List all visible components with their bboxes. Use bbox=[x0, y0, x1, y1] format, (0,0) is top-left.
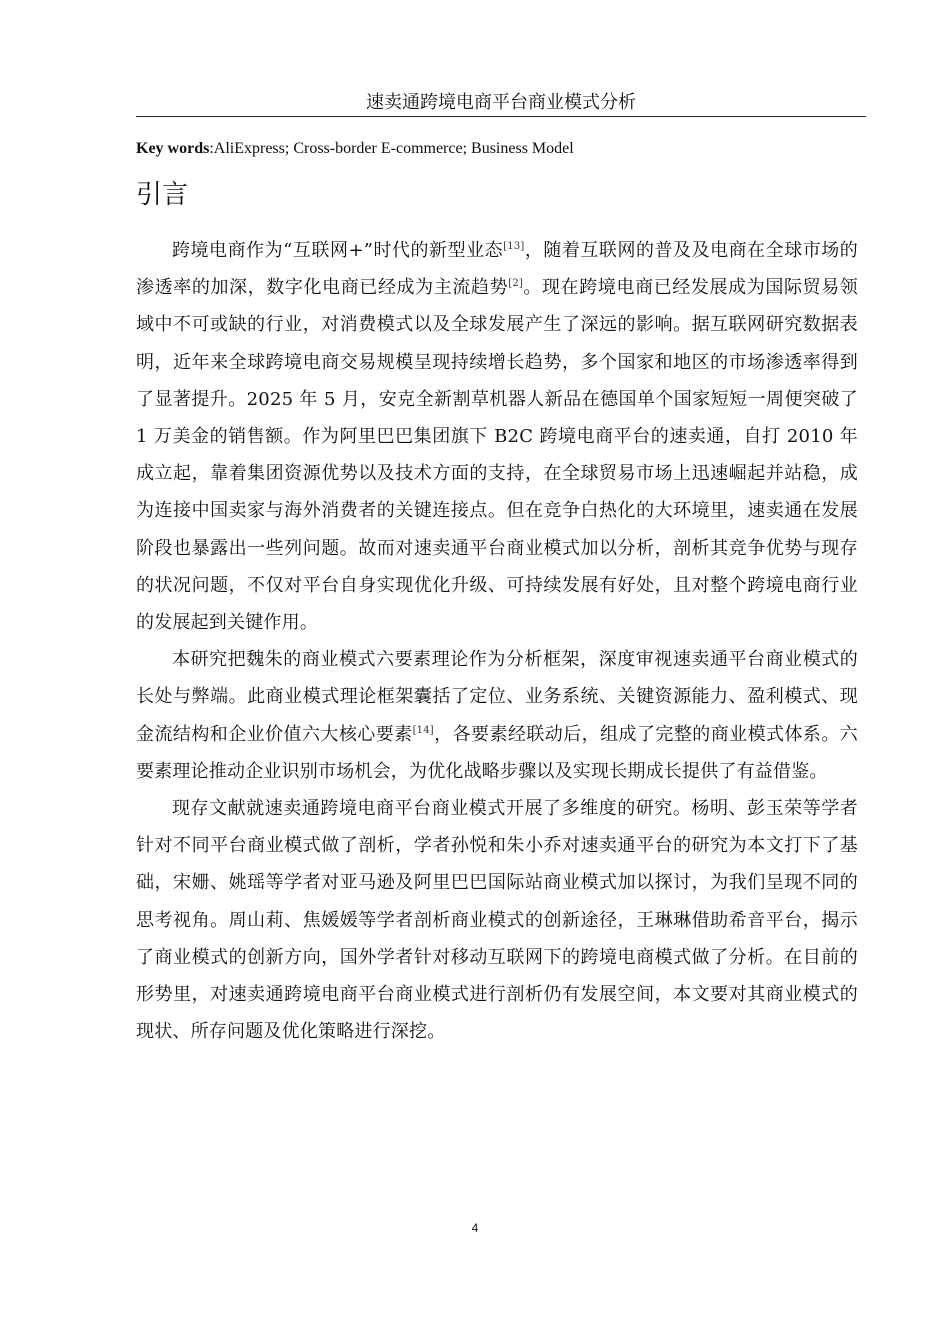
citation-ref: [2] bbox=[508, 278, 523, 290]
paragraph-2 bbox=[136, 641, 858, 790]
paragraph-text: ，各要素经联动后，组成了完整的商业模式体系。六要素理论推动企业识别市场机会，为优化战略步骤以及实现长期成长提供了有益借鉴。 bbox=[136, 723, 858, 782]
body-text bbox=[136, 232, 858, 1050]
keywords-line bbox=[136, 138, 866, 160]
page-number: 4 bbox=[471, 1221, 479, 1235]
paragraph-3 bbox=[136, 790, 858, 1050]
section-heading: 引言 bbox=[136, 180, 189, 210]
citation-ref: [13] bbox=[503, 241, 525, 252]
paragraph-text: 跨境电商作为“互联网+”时代的新型业态 bbox=[172, 240, 504, 261]
keywords-text: :AliExpress; Cross-border E-commerce; Business Model bbox=[209, 140, 574, 157]
paragraph-1 bbox=[136, 232, 858, 641]
keywords-label: Key words bbox=[136, 140, 210, 157]
paragraph-text: ，随着互联网的普及及电商在全球市场的渗透率的加深，数字化电商已经成为主流趋势 bbox=[136, 240, 858, 299]
header-rule bbox=[136, 116, 866, 117]
paragraph-text: 本研究把魏朱的商业模式六要素理论作为分析框架，深度审视速卖通平台商业模式的长处与弊端。此商业模式理论框架囊括了定位、业务系统、关键资源能力、盈利模式、现金流结构和企业价值六大核心要素 bbox=[136, 649, 858, 745]
paragraph-text: 。现在跨境电商已经发展成为国际贸易领域中不可或缺的行业，对消费模式以及全球发展产生了深远的影响。据互联网研究数据表明，近年来全球跨境电商交易规模呈现持续增长趋势，多个国家和地区的市场渗透率得到了显著提升。2025 年 5 月，安克全新割草机器人新品在德国单个国家短短一周便突破了 1 万美金的销售额。作为阿里巴巴集团旗下 B2C 跨境电商平台的速卖通，自打 2010 年成立起，靠着集团资源优势以及技术方面的支持，在全球贸易市场上迅速崛起并站稳，成为连接中国卖家与海外消费者的关键连接点。但在竞争白热化的大环境里，速卖通在发展阶段也暴露出一些列问题。故而对速卖通平台商业模式加以分析，剖析其竞争优势与现存的状况问题，不仅对平台自身实现优化升级、可持续发展有好处，且对整个跨境电商行业的发展起到关键作用。 bbox=[136, 277, 858, 634]
citation-ref: [14] bbox=[412, 724, 434, 736]
running-header-title: 速卖通跨境电商平台商业模式分析 bbox=[366, 92, 636, 113]
paragraph-text: 现存文献就速卖通跨境电商平台商业模式开展了多维度的研究。杨明、彭玉荣等学者针对不同平台商业模式做了剖析，学者孙悦和朱小乔对速卖通平台的研究为本文打下了基础，宋姗、姚瑶等学者对亚马逊及阿里巴巴国际站商业模式加以探讨，为我们呈现不同的思考视角。周山莉、焦媛媛等学者剖析商业模式的创新途径，王琳琳借助希音平台，揭示了商业模式的创新方向，国外学者针对移动互联网下的跨境电商模式做了分析。在目前的形势里，对速卖通跨境电商平台商业模式进行剖析仍有发展空间，本文要对其商业模式的现状、所存问题及优化策略进行深挖。 bbox=[136, 798, 858, 1043]
